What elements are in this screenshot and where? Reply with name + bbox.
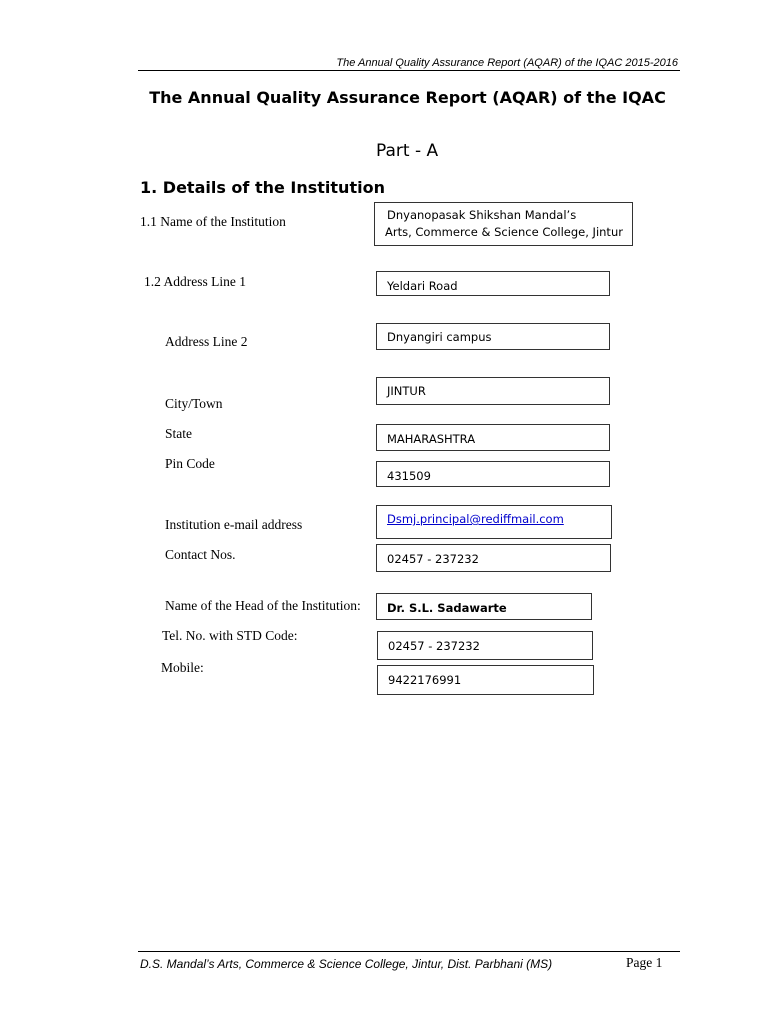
part-heading: Part - A <box>376 141 439 161</box>
document-title: The Annual Quality Assurance Report (AQAR) of the IQAC <box>149 88 666 107</box>
pin-code-label: Pin Code <box>165 456 215 471</box>
head-field[interactable]: Dr. S.L. Sadawarte <box>376 593 592 620</box>
institution-name-line2: Arts, Commerce & Science College, Jintur <box>385 225 623 239</box>
address-line2-label: Address Line 2 <box>165 334 248 349</box>
section-heading: 1. Details of the Institution <box>140 178 385 197</box>
address-line1-label: 1.2 Address Line 1 <box>144 274 246 289</box>
header-rule <box>138 70 680 71</box>
tel-label: Tel. No. with STD Code: <box>162 628 298 643</box>
contact-label: Contact Nos. <box>165 547 236 562</box>
city-label: City/Town <box>165 396 223 411</box>
head-label: Name of the Head of the Institution: <box>165 598 361 613</box>
address-line1-field[interactable]: Yeldari Road <box>376 271 610 296</box>
email-label: Institution e-mail address <box>165 517 303 532</box>
footer-rule <box>138 951 680 952</box>
pin-code-field[interactable]: 431509 <box>376 461 610 487</box>
email-link[interactable]: Dsmj.principal@rediffmail.com <box>387 512 564 526</box>
institution-name-field[interactable] <box>374 202 633 246</box>
tel-field[interactable]: 02457 - 237232 <box>377 631 593 660</box>
mobile-label: Mobile: <box>161 660 204 675</box>
contact-field[interactable]: 02457 - 237232 <box>376 544 611 572</box>
running-header: The Annual Quality Assurance Report (AQAR) of the IQAC 2015-2016 <box>336 57 678 69</box>
institution-name-line1: Dnyanopasak Shikshan Mandal’s <box>387 208 577 222</box>
mobile-field[interactable]: 9422176991 <box>377 665 594 695</box>
state-field[interactable]: MAHARASHTRA <box>376 424 610 451</box>
state-label: State <box>165 426 192 441</box>
city-field[interactable]: JINTUR <box>376 377 610 405</box>
footer-college: D.S. Mandal’s Arts, Commerce & Science College, Jintur, Dist. Parbhani (MS) <box>140 957 553 971</box>
institution-name-label: 1.1 Name of the Institution <box>140 214 286 229</box>
email-field[interactable] <box>376 505 612 539</box>
page-number: Page 1 <box>626 955 663 970</box>
address-line2-field[interactable]: Dnyangiri campus <box>376 323 610 350</box>
